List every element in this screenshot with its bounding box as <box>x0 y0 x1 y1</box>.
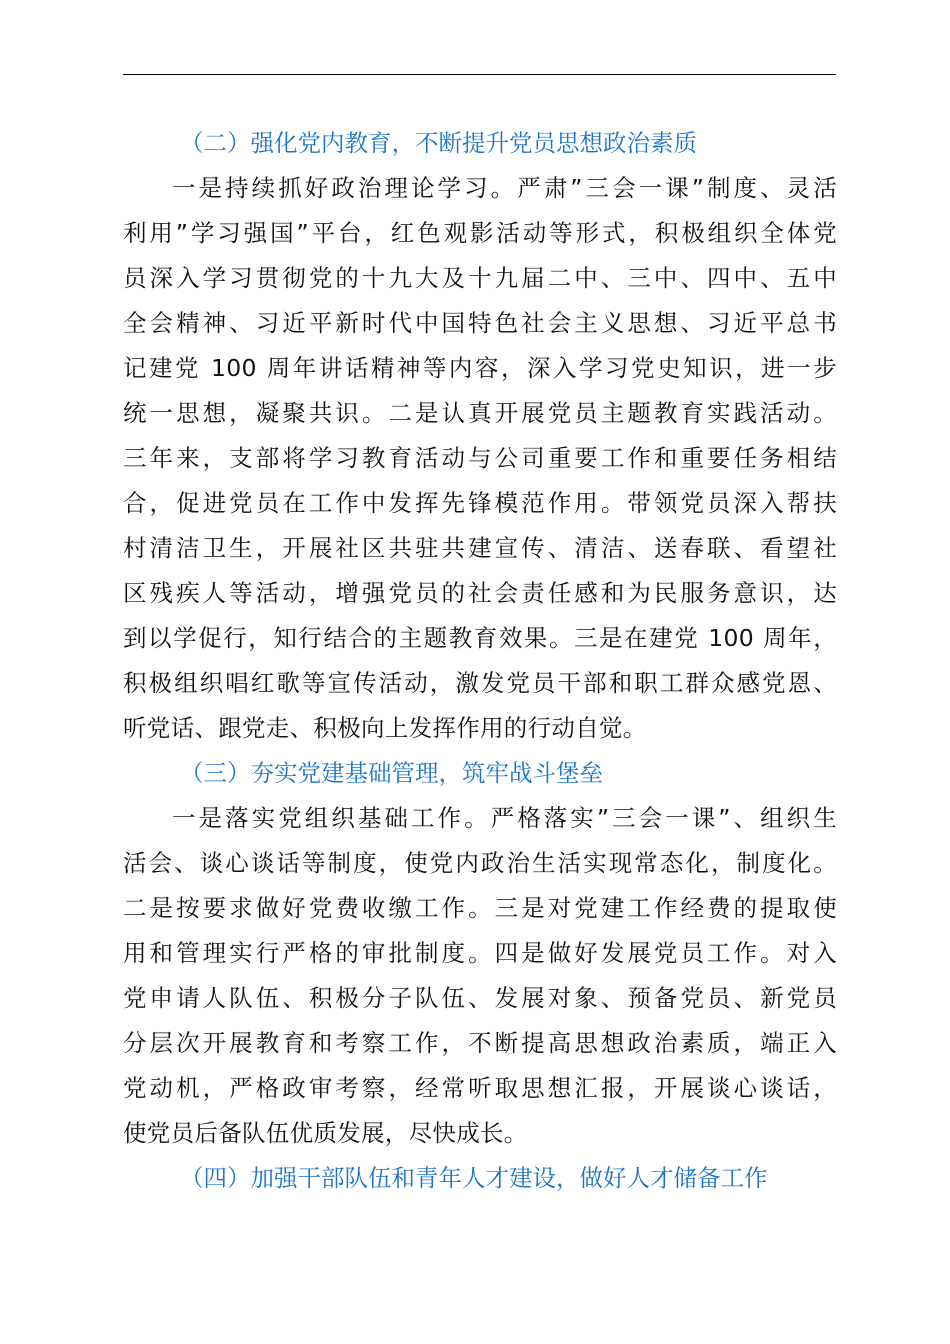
text-line: 一是持续抓好政治理论学习。严肃”三会一课”制度、灵活 <box>172 174 837 202</box>
text-line: 听党话、跟党走、积极向上发挥作用的行动自觉。 <box>123 714 647 742</box>
text-line: 员深入学习贯彻党的十九大及十九届二中、三中、四中、五中 <box>123 264 837 292</box>
text-line: 党申请人队伍、积极分子队伍、发展对象、预备党员、新党员 <box>123 984 837 1012</box>
text-line: 统一思想，凝聚共识。二是认真开展党员主题教育实践活动。 <box>123 399 837 427</box>
text-line: 记建党 100 周年讲话精神等内容，深入学习党史知识，进一步 <box>123 354 837 382</box>
paragraph <box>123 166 837 751</box>
section-heading: （四）加强干部队伍和青年人才建设，做好人才储备工作 <box>180 1164 768 1192</box>
text-line: 党动机，严格政审考察，经常听取思想汇报，开展谈心谈话， <box>123 1074 837 1102</box>
text-line: 用和管理实行严格的审批制度。四是做好发展党员工作。对入 <box>123 939 837 967</box>
text-line: 三年来，支部将学习教育活动与公司重要工作和重要任务相结 <box>123 444 837 472</box>
text-line: 使党员后备队伍优质发展，尽快成长。 <box>123 1119 528 1147</box>
text-line: 二是按要求做好党费收缴工作。三是对党建工作经费的提取使 <box>123 894 837 922</box>
text-line: 村清洁卫生，开展社区共驻共建宣传、清洁、送春联、看望社 <box>123 534 837 562</box>
text-line: 利用”学习强国”平台，红色观影活动等形式，积极组织全体党 <box>123 219 837 247</box>
text-line: 区残疾人等活动，增强党员的社会责任感和为民服务意识，达 <box>123 579 837 607</box>
text-line: 一是落实党组织基础工作。严格落实”三会一课”、组织生 <box>172 804 837 832</box>
text-line: 积极组织唱红歌等宣传活动，激发党员干部和职工群众感党恩、 <box>123 669 837 697</box>
text-line: 到以学促行，知行结合的主题教育效果。三是在建党 100 周年， <box>123 624 837 652</box>
text-line: 全会精神、习近平新时代中国特色社会主义思想、习近平总书 <box>123 309 837 337</box>
document-body <box>123 121 837 1201</box>
text-line: 活会、谈心谈话等制度，使党内政治生活实现常态化，制度化。 <box>123 849 837 877</box>
text-line: 分层次开展教育和考察工作，不断提高思想政治素质，端正入 <box>123 1029 837 1057</box>
header-rule <box>123 74 836 75</box>
text-line: 合，促进党员在工作中发挥先锋模范作用。带领党员深入帮扶 <box>123 489 837 517</box>
section-heading: （三）夯实党建基础管理，筑牢战斗堡垒 <box>180 759 603 787</box>
section-heading: （二）强化党内教育，不断提升党员思想政治素质 <box>180 129 697 157</box>
paragraph <box>123 796 837 1156</box>
